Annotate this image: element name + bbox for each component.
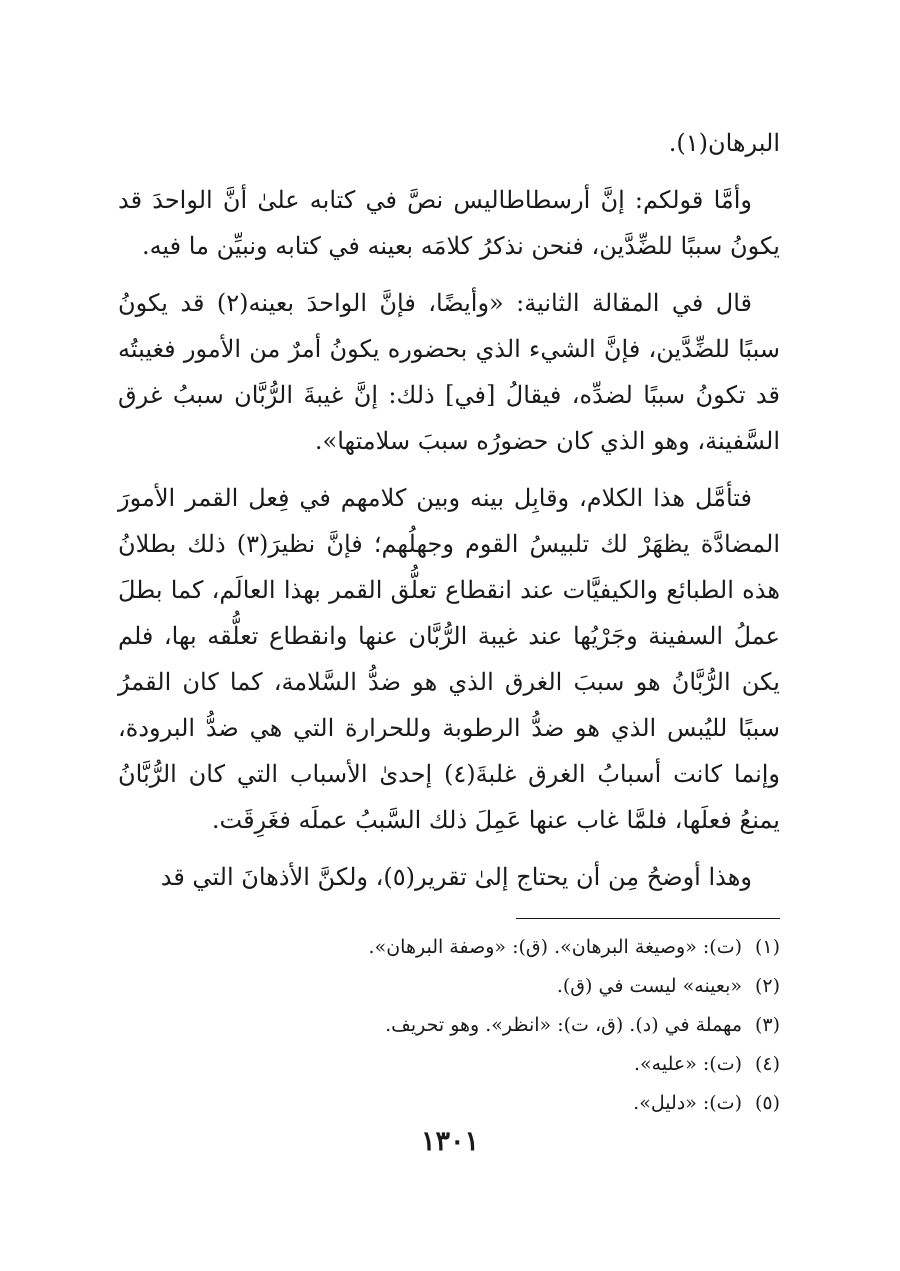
footnote-number: (٢) — [754, 975, 780, 997]
footnote-separator — [516, 918, 780, 919]
page-number: ١٣٠١ — [420, 1126, 479, 1157]
footnote-text: (ت): «دليل». — [633, 1092, 742, 1114]
footnote-number: (١) — [754, 936, 780, 958]
footnote-number: (٤) — [754, 1053, 780, 1075]
main-text — [118, 120, 780, 911]
footnote-1 — [118, 928, 780, 967]
footnote-text: (ت): «عليه». — [634, 1053, 742, 1075]
footnote-number: (٣) — [754, 1014, 780, 1036]
footnote-4 — [118, 1045, 780, 1084]
paragraph-2: وأمَّا قولكم: إنَّ أرسطاطاليس نصَّ في كتابه علىٰ أنَّ الواحدَ قد يكونُ سببًا للضِّدَّين، فنحن نذكرُ كلامَه بعينه في كتابه ونبيِّن ما فيه. — [118, 186, 780, 260]
footnote-2 — [118, 967, 780, 1006]
paragraph-1: البرهان(١). — [668, 129, 780, 157]
footnote-text: مهملة في (د). (ق، ت): «انظر». وهو تحريف. — [385, 1014, 742, 1036]
footnote-number: (٥) — [754, 1092, 780, 1114]
footnote-3 — [118, 1006, 780, 1045]
paragraph-3: قال في المقالة الثانية: «وأيضًا، فإنَّ الواحدَ بعينه(٢) قد يكونُ سببًا للضِّدَّين، فإنَّ الشيء الذي بحضوره يكونُ أمرٌ من الأمور فغيبتُه قد تكونُ سببًا لضدِّه، فيقالُ [في] ذلك: إنَّ غيبةَ الرُّبَّان سببُ غرق السَّفينة، وهو الذي كان حضورُه سببَ سلامتها». — [118, 289, 781, 455]
footnote-5 — [118, 1084, 780, 1123]
paragraph-4: فتأمَّل هذا الكلام، وقابِل بينه وبين كلامهم في فِعل القمر الأمورَ المضادَّة يظهَرْ لك تلبيسُ القوم وجهلُهم؛ فإنَّ نظيرَ(٣) ذلك بطلانُ هذه الطبائع والكيفيَّات عند انقطاع تعلُّق القمر بهذا العالَم، كما بطلَ عملُ السفينة وجَرْيُها عند غيبة الرُّبَّان عنها وانقطاع تعلُّقه بها، فلم يكن الرُّبَّانُ هو سببَ الغرق الذي هو ضدُّ السَّلامة، كما كان القمرُ سببًا لليُبس الذي هو ضدُّ الرطوبة وللحرارة التي هي ضدُّ البرودة، وإنما كانت أسبابُ الغرق غلبةَ(٤) إحدىٰ الأسباب التي كان الرُّبَّانُ يمنعُ فعلَها، فلمَّا غاب عنها عَمِلَ ذلك السَّببُ عملَه فغَرِقَت. — [118, 484, 781, 834]
paragraph-5: وهذا أوضحُ مِن أن يحتاج إلىٰ تقرير(٥)، ولكنَّ الأذهانَ التي قد — [160, 863, 752, 891]
footnote-text: «بعينه» ليست في (ق). — [556, 975, 742, 997]
footnote-text: (ت): «وصيغة البرهان». (ق): «وصفة البرهان». — [368, 936, 742, 958]
footnotes — [118, 928, 780, 1123]
